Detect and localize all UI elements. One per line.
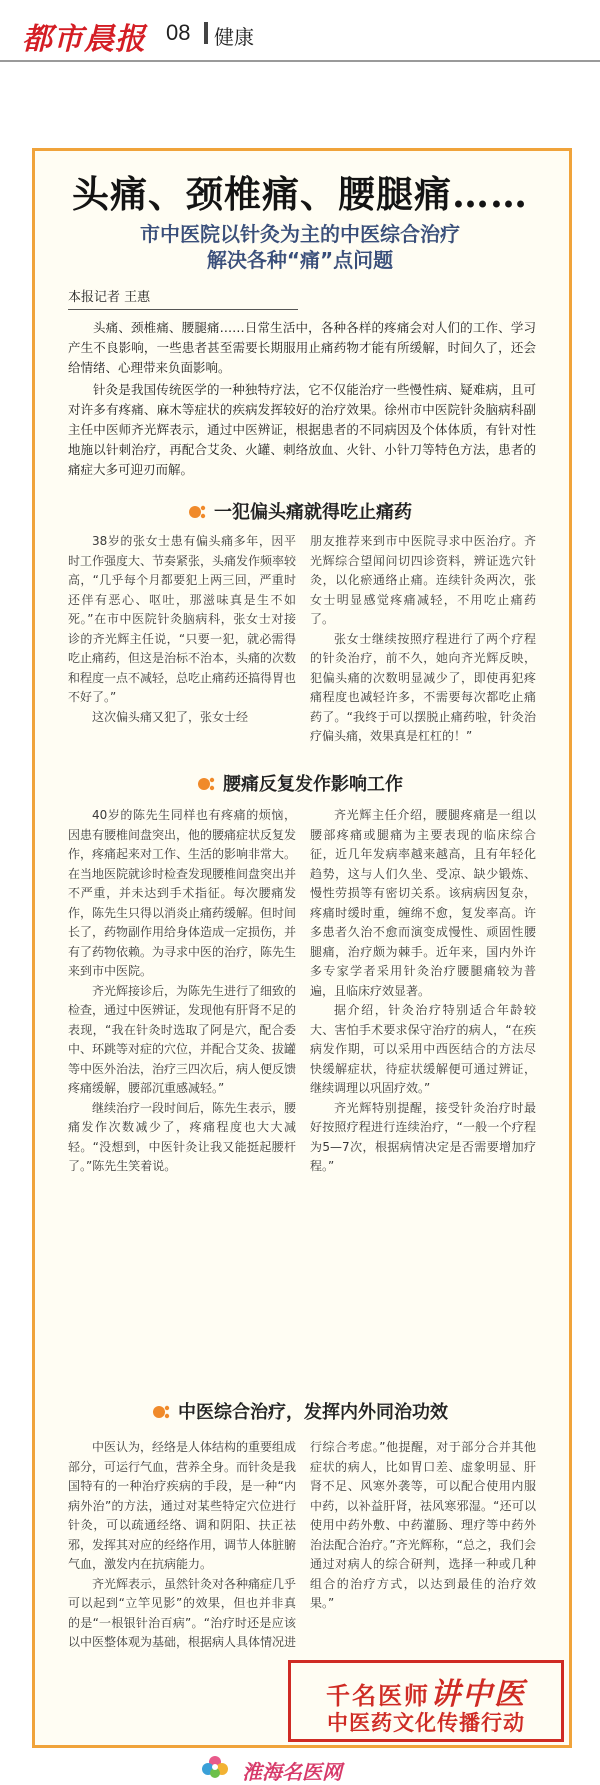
section-3-title [0,1398,600,1424]
page-number: 08 [166,20,191,45]
paragraph: 齐光辉表示，虽然针灸对各种痛症几乎可以起到“立竿见影”的效果，但也并非真的是“一根银针治百病”。“治疗时还是应该以中医整体观为基础，根据病人具体情况进 [68,1576,297,1649]
paragraph: 齐光辉主任介绍，腰腿疼痛是一组以腰部疼痛或腿痛为主要表现的临床综合征，近几年发病率越来越高，且有年轻化趋势，这与人们久坐、受凉、缺少锻炼、慢性劳损等有密切关系。该病病因复杂，疼痛时缓时重，缠绵不愈，复发率高。许多患者久治不愈而演变成慢性、顽固性腰腿痛，治疗颇为棘手。近年来，国内外许多专家学者采用针灸治疗腰腿痛较为普遍，且临床疗效显著。 [310,808,536,998]
subheadline-2: 解决各种“痛”点问题 [206,248,394,272]
watermark-text: 淮海名医网 [242,1760,342,1784]
newspaper-title: 都市晨报 [22,22,146,57]
section-3-left-column [68,1438,296,1653]
paragraph: 据介绍，针灸治疗特别适合年龄较大、害怕手术要求保守治疗的病人，“在疾病发作期，可以采用中西医结合的方法尽快缓解症状，待症状缓解便可通过辨证，继续调理以巩固疗效。” [310,1003,536,1095]
watermark [190,1752,400,1782]
paragraph: 张女士继续按照疗程进行了两个疗程的针灸治疗，前不久，她向齐光辉反映，犯偏头痛的次数明显减少了，即使再犯疼痛程度也减轻许多，不需要每次都吃止痛药了。“我终于可以摆脱止痛药啦，针灸治疗偏头痛，效果真是杠杠的！” [310,631,536,743]
paragraph: 这次偏头痛又犯了，张女士经 [92,709,249,724]
paragraph: 继续治疗一段时间后，陈先生表示，腰痛发作次数减少了，疼痛程度也大大减轻。“没想到，中医针灸让我又能挺起腰杆了。”陈先生笑着说。 [68,1100,297,1173]
section-1-right-column [310,532,536,747]
section-2-right-column [310,806,536,1177]
section-2-title-text: 腰痛反复发作影响工作 [223,774,403,795]
section-1-title-text: 一犯偏头痛就得吃止痛药 [214,502,412,523]
byline: 本报记者 王惠 [68,286,298,310]
paragraph: 齐光辉特别提醒，接受针灸治疗时最好按照疗程进行连续治疗，“一般一个疗程为5—7次，根据病情决定是否需要增加疗程。” [310,1100,536,1173]
paragraph: 中医认为，经络是人体结构的重要组成部分，可运行气血，营养全身。而针灸是我国特有的一种治疗疾病的手段，是一种“内病外治”的方法，通过对某些特定穴位进行针灸，可以疏通经络、调和阴阳、扶正祛邪，发挥其对应的经络作用，调节人体脏腑气血，激发内在抗病能力。 [68,1440,297,1571]
headline: 头痛、颈椎痛、腰腿痛…… [72,172,528,216]
orange-dot-icon [188,503,206,521]
lead-paragraph-2: 针灸是我国传统医学的一种独特疗法，它不仅能治疗一些慢性病、疑难病，且可对许多有疼痛、麻木等症状的疾病发挥较好的治疗效果。徐州市中医院针灸脑病科副主任中医师齐光辉表示，通过中医辨证，根据患者的不同病因及个体体质，有针对性地施以针刺治疗，再配合艾灸、火罐、刺络放血、火针、小针刀等特色方法，患者的痛症大多可迎刃而解。 [68,382,536,477]
masthead [0,0,600,62]
paragraph: 40岁的陈先生同样也有疼痛的烦恼，因患有腰椎间盘突出，他的腰痛症状反复发作，疼痛起来对工作、生活的影响非常大。在当地医院就诊时检查发现腰椎间盘突出并不严重，并未达到手术指征。每次腰痛发作，陈先生只得以消炎止痛药缓解。但时间长了，药物副作用给身体造成一定损伤，并有了药物依赖。为寻求中医的治疗，陈先生来到市中医院。 [68,808,297,978]
stamp-text-b: 讲中医 [430,1677,526,1712]
section-2-left-column [68,806,296,1177]
section-3-title-text: 中医综合治疗，发挥内外同治功效 [178,1402,448,1423]
paragraph: 行综合考虑。”他提醒，对于部分合并其他症状的病人，比如胃口差、虚象明显、肝肾不足、风寒外袭等，可以配合使用内服中药，以补益肝肾，祛风寒邪湿。“还可以使用中药外敷、中药灌肠、理疗等中药外治法配合治疗。”齐光辉称，“总之，我们会通过对病人的综合研判，选择一种或几种组合的治疗方式，以达到最佳的治疗效果。” [310,1440,536,1610]
section-1-title [0,498,600,524]
paragraph: 齐光辉接诊后，为陈先生进行了细致的检查，通过中医辨证，发现他有肝肾不足的表现，“我在针灸时选取了阿是穴，配合委中、环跳等对症的穴位，并配合艾灸、拔罐等中医外治法，治疗三四次后，病人便反馈疼痛缓解，腰部沉重感减轻。” [68,983,297,1095]
stamp-subtitle: 中医药文化传播行动 [327,1711,525,1735]
paragraph: 朋友推荐来到市中医院寻求中医治疗。齐光辉综合望闻问切四诊资料，辨证选穴针灸，以化瘀通络止痛。连续针灸两次，张女士明显感觉疼痛减轻，不用吃止痛药了。 [310,534,536,626]
subheadline-1: 市中医院以针灸为主的中医综合治疗 [140,222,460,246]
divider [204,22,208,44]
flower-logo-icon [200,1754,230,1784]
campaign-stamp [288,1660,564,1742]
section-name: 健康 [214,25,254,49]
lead-paragraph-1: 头痛、颈椎痛、腰腿痛……日常生活中，各种各样的疼痛会对人们的工作、学习产生不良影响，一些患者甚至需要长期服用止痛药物才能有所缓解，时间久了，还会给情绪、心理带来负面影响。 [68,320,536,375]
orange-dot-icon [197,775,215,793]
header-rule [0,60,600,62]
section-3-right-column [310,1438,536,1614]
section-2-title [0,770,600,796]
orange-dot-icon [152,1403,170,1421]
paragraph: 38岁的张女士患有偏头痛多年，因平时工作强度大、节奏紧张，头痛发作频率较高，“几乎每个月都要犯上两三回，严重时还伴有恶心、呕吐，那滋味真是生不如死。”在市中医院针灸脑病科，张女士对接诊的齐光辉主任说，“只要一犯，就必需得吃止痛药，但这是治标不治本，头痛的次数和程度一点不减轻，总吃止痛药还搞得胃也不好了。” [68,534,297,704]
stamp-text-a: 千名医师 [326,1682,430,1710]
section-1-left-column [68,532,296,727]
